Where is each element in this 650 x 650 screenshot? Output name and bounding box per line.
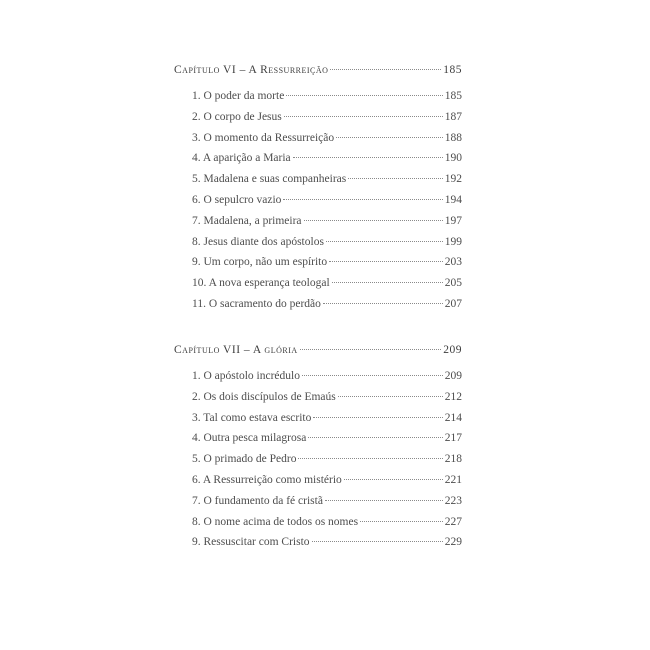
entry-page-number: 187 bbox=[444, 110, 462, 123]
dot-leader bbox=[332, 282, 443, 283]
entry-page-number: 218 bbox=[444, 453, 462, 466]
chapter-title: Capítulo VI – A Ressurreição bbox=[174, 64, 329, 76]
entry-page-number: 194 bbox=[444, 193, 462, 206]
toc-entry bbox=[174, 412, 462, 433]
toc-entry bbox=[174, 152, 462, 173]
entry-label: 2. O corpo de Jesus bbox=[192, 110, 282, 123]
entry-label: 6. A Ressurreição como mistério bbox=[192, 473, 342, 486]
dot-leader bbox=[302, 375, 443, 376]
chapter-section bbox=[174, 344, 462, 557]
entry-page-number: 207 bbox=[444, 297, 462, 310]
dot-leader bbox=[298, 458, 442, 459]
toc-entry bbox=[174, 370, 462, 391]
toc-entry bbox=[174, 111, 462, 132]
toc-entry bbox=[174, 90, 462, 111]
toc-entry bbox=[174, 194, 462, 215]
toc-entry bbox=[174, 256, 462, 277]
entry-label: 6. O sepulcro vazio bbox=[192, 193, 282, 206]
entry-page-number: 229 bbox=[444, 536, 462, 549]
chapter-page-number: 209 bbox=[443, 344, 462, 356]
entry-page-number: 227 bbox=[444, 515, 462, 528]
dot-leader bbox=[338, 396, 443, 397]
toc-entry bbox=[174, 277, 462, 298]
entry-page-number: 185 bbox=[444, 90, 462, 102]
entry-label: 1. O poder da morte bbox=[192, 90, 285, 102]
entry-label: 10. A nova esperança teologal bbox=[192, 277, 330, 290]
entry-page-number: 203 bbox=[444, 256, 462, 269]
toc-entry bbox=[174, 215, 462, 236]
entry-label: 1. O apóstolo incrédulo bbox=[192, 370, 300, 382]
toc-entry bbox=[174, 516, 462, 537]
dot-leader bbox=[323, 303, 443, 304]
entry-page-number: 197 bbox=[444, 214, 462, 227]
dot-leader bbox=[283, 199, 442, 200]
chapter-title: Capítulo VII – A glória bbox=[174, 344, 298, 356]
dot-leader bbox=[312, 541, 443, 542]
dot-leader bbox=[326, 241, 443, 242]
toc-entry bbox=[174, 495, 462, 516]
toc-entry bbox=[174, 391, 462, 412]
entry-label: 4. A aparição a Maria bbox=[192, 152, 291, 165]
entry-page-number: 221 bbox=[444, 473, 462, 486]
toc-entry bbox=[174, 432, 462, 453]
entry-label: 7. O fundamento da fé cristã bbox=[192, 494, 323, 507]
dot-leader bbox=[325, 500, 443, 501]
chapter-section bbox=[174, 64, 462, 319]
dot-leader bbox=[336, 137, 443, 138]
dot-leader bbox=[284, 116, 443, 117]
chapter-page-number: 185 bbox=[443, 64, 462, 76]
dot-leader bbox=[344, 479, 443, 480]
dot-leader bbox=[304, 220, 443, 221]
dot-leader bbox=[300, 349, 442, 350]
dot-leader bbox=[329, 261, 443, 262]
entry-page-number: 217 bbox=[444, 432, 462, 445]
toc-entry bbox=[174, 236, 462, 257]
dot-leader bbox=[360, 521, 443, 522]
entry-page-number: 188 bbox=[444, 131, 462, 144]
toc-entry bbox=[174, 453, 462, 474]
entry-page-number: 223 bbox=[444, 494, 462, 507]
toc-entry bbox=[174, 298, 462, 319]
chapter-heading bbox=[174, 344, 462, 364]
dot-leader bbox=[348, 178, 443, 179]
toc-entry bbox=[174, 132, 462, 153]
toc-entry bbox=[174, 536, 462, 557]
entry-label: 5. Madalena e suas companheiras bbox=[192, 173, 347, 186]
entry-label: 11. O sacramento do perdão bbox=[192, 297, 321, 310]
entry-page-number: 212 bbox=[444, 390, 462, 403]
toc-entry bbox=[174, 173, 462, 194]
entry-label: 9. Ressuscitar com Cristo bbox=[192, 536, 310, 549]
entry-page-number: 209 bbox=[444, 370, 462, 382]
entry-page-number: 190 bbox=[444, 152, 462, 165]
entry-label: 3. O momento da Ressurreição bbox=[192, 131, 335, 144]
entry-label: 2. Os dois discípulos de Emaús bbox=[192, 390, 336, 403]
dot-leader bbox=[313, 417, 442, 418]
entry-label: 5. O primado de Pedro bbox=[192, 453, 297, 466]
entry-label: 8. Jesus diante dos apóstolos bbox=[192, 235, 324, 248]
toc-entry bbox=[174, 474, 462, 495]
entry-page-number: 205 bbox=[444, 277, 462, 290]
entry-label: 8. O nome acima de todos os nomes bbox=[192, 515, 359, 528]
entry-label: 9. Um corpo, não um espírito bbox=[192, 256, 328, 269]
entry-page-number: 192 bbox=[444, 173, 462, 186]
entry-page-number: 214 bbox=[444, 411, 462, 424]
entry-label: 3. Tal como estava escrito bbox=[192, 411, 312, 424]
dot-leader bbox=[286, 95, 442, 96]
dot-leader bbox=[330, 69, 441, 70]
entry-label: 4. Outra pesca milagrosa bbox=[192, 432, 307, 445]
entry-page-number: 199 bbox=[444, 235, 462, 248]
chapter-heading bbox=[174, 64, 462, 84]
dot-leader bbox=[308, 437, 442, 438]
entry-label: 7. Madalena, a primeira bbox=[192, 214, 302, 227]
dot-leader bbox=[293, 157, 443, 158]
